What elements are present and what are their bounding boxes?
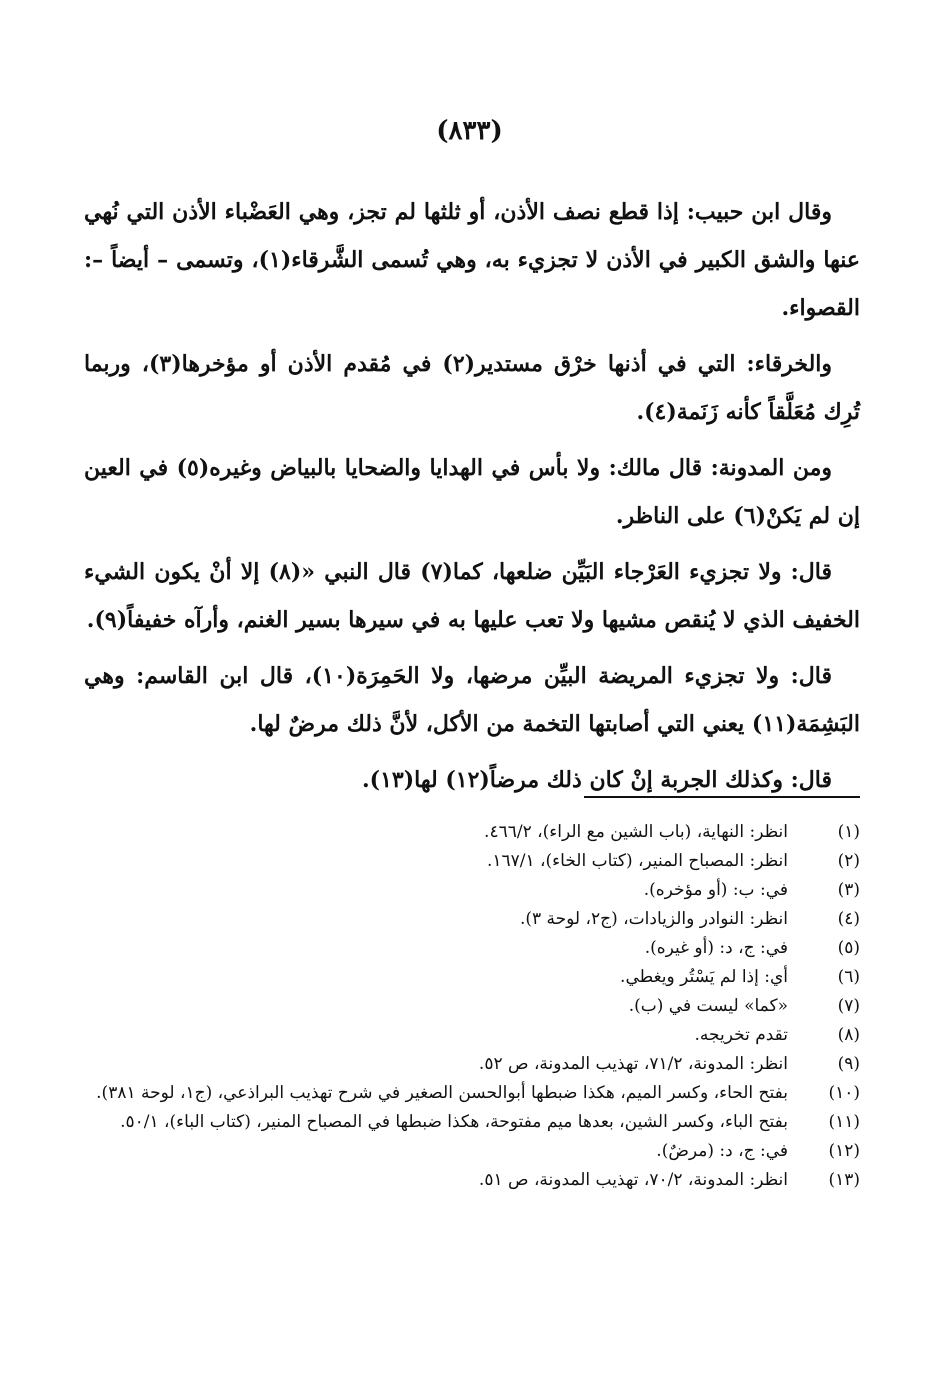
footnotes-section xyxy=(84,818,860,1195)
footnote-item xyxy=(84,1137,860,1166)
footnote-text: في: ج، د: (مرضٌ). xyxy=(656,1141,788,1161)
footnote-item xyxy=(84,934,860,963)
footnote-text: في: ج، د: (أو غيره). xyxy=(644,938,788,958)
footnote-text: في: ب: (أو مؤخره). xyxy=(643,880,788,900)
paragraph: ومن المدونة: قال مالك: ولا بأس في الهدايا والضحايا بالبياض وغيره(٥) في العين إن لم يَكنْ(٦) على الناظر. xyxy=(84,455,860,529)
footnote-item xyxy=(84,847,860,876)
footnote-text: انظر: المدونة، ٧٠/٢، تهذيب المدونة، ص ٥١. xyxy=(478,1170,788,1190)
footnote-item xyxy=(84,1050,860,1079)
footnote-text: بفتح الحاء، وكسر الميم، هكذا ضبطها أبوالحسن الصغير في شرح تهذيب البراذعي، (ج١، لوحة ٣٨١). xyxy=(96,1083,788,1103)
footnote-number: (٥) xyxy=(837,938,860,958)
footnote-number: (١٣) xyxy=(828,1170,860,1190)
footnote-separator xyxy=(584,796,860,798)
footnote-number: (٧) xyxy=(837,996,860,1016)
footnote-item xyxy=(84,1108,860,1137)
footnote-number: (٩) xyxy=(837,1054,860,1074)
paragraph: قال: ولا تجزيء العَرْجاء البَيِّن ضلعها، كما(٧) قال النبي «(٨) إلا أنْ يكون الشيء الخفيف الذي لا يُنقص مشيها ولا تعب عليها به في سيرها بسير الغنم، وأرآه خفيفاً(٩). xyxy=(84,559,860,633)
paragraph: قال: وكذلك الجربة إنْ كان ذلك مرضاً(١٢) لها(١٣). xyxy=(362,767,832,793)
main-text xyxy=(84,188,860,812)
paragraph: والخرقاء: التي في أذنها خرْق مستدير(٢) في مُقدم الأذن أو مؤخرها(٣)، وربما تُرِك مُعَلَّقاً كأنه زَنَمة(٤). xyxy=(84,351,860,425)
footnote-number: (١٠) xyxy=(828,1083,860,1103)
footnote-text: انظر: المدونة، ٧١/٢، تهذيب المدونة، ص ٥٢. xyxy=(478,1054,788,1074)
footnote-text: انظر: النهاية، (باب الشين مع الراء)، ٤٦٦/٢. xyxy=(484,822,788,842)
footnote-item xyxy=(84,992,860,1021)
footnote-number: (١٢) xyxy=(828,1141,860,1161)
paragraph: وقال ابن حبيب: إذا قطع نصف الأذن، أو ثلثها لم تجز، وهي العَضْباء الأذن التي نُهي عنها والشق الكبير في الأذن لا تجزيء به، وهي تُسمى الشَّرقاء(١)، وتسمى – أيضاً –: القصواء. xyxy=(84,199,860,321)
footnote-number: (٣) xyxy=(837,880,860,900)
page-number: (٨٣٣) xyxy=(436,116,503,146)
footnote-item xyxy=(84,876,860,905)
footnote-number: (١١) xyxy=(828,1112,860,1132)
footnote-text: أي: إذا لم يَسْتُر ويغطي. xyxy=(620,967,788,987)
footnote-text: «كما» ليست في (ب). xyxy=(628,996,788,1016)
footnote-text: بفتح الباء، وكسر الشين، بعدها ميم مفتوحة، هكذا ضبطها في المصباح المنير، (كتاب الباء)، ٥٠/١. xyxy=(120,1112,788,1132)
paragraph: قال: ولا تجزيء المريضة البيِّن مرضها، ولا الحَمِرَة(١٠)، قال ابن القاسم: وهي البَشِمَة(١١) يعني التي أصابتها التخمة من الأكل، لأنَّ ذلك مرضٌ لها. xyxy=(84,663,860,737)
footnote-item xyxy=(84,905,860,934)
footnote-item xyxy=(84,1166,860,1195)
footnote-number: (٨) xyxy=(837,1025,860,1045)
footnote-item xyxy=(84,1079,860,1108)
footnote-number: (٦) xyxy=(837,967,860,987)
footnote-item xyxy=(84,1021,860,1050)
footnote-text: تقدم تخريجه. xyxy=(694,1025,788,1045)
footnote-text: انظر: المصباح المنير، (كتاب الخاء)، ١٦٧/١. xyxy=(486,851,788,871)
footnote-item xyxy=(84,963,860,992)
footnote-number: (٢) xyxy=(837,851,860,871)
footnote-number: (٤) xyxy=(837,909,860,929)
footnote-text: انظر: النوادر والزيادات، (ج٢، لوحة ٣). xyxy=(519,909,788,929)
footnote-item xyxy=(84,818,860,847)
footnote-number: (١) xyxy=(837,822,860,842)
